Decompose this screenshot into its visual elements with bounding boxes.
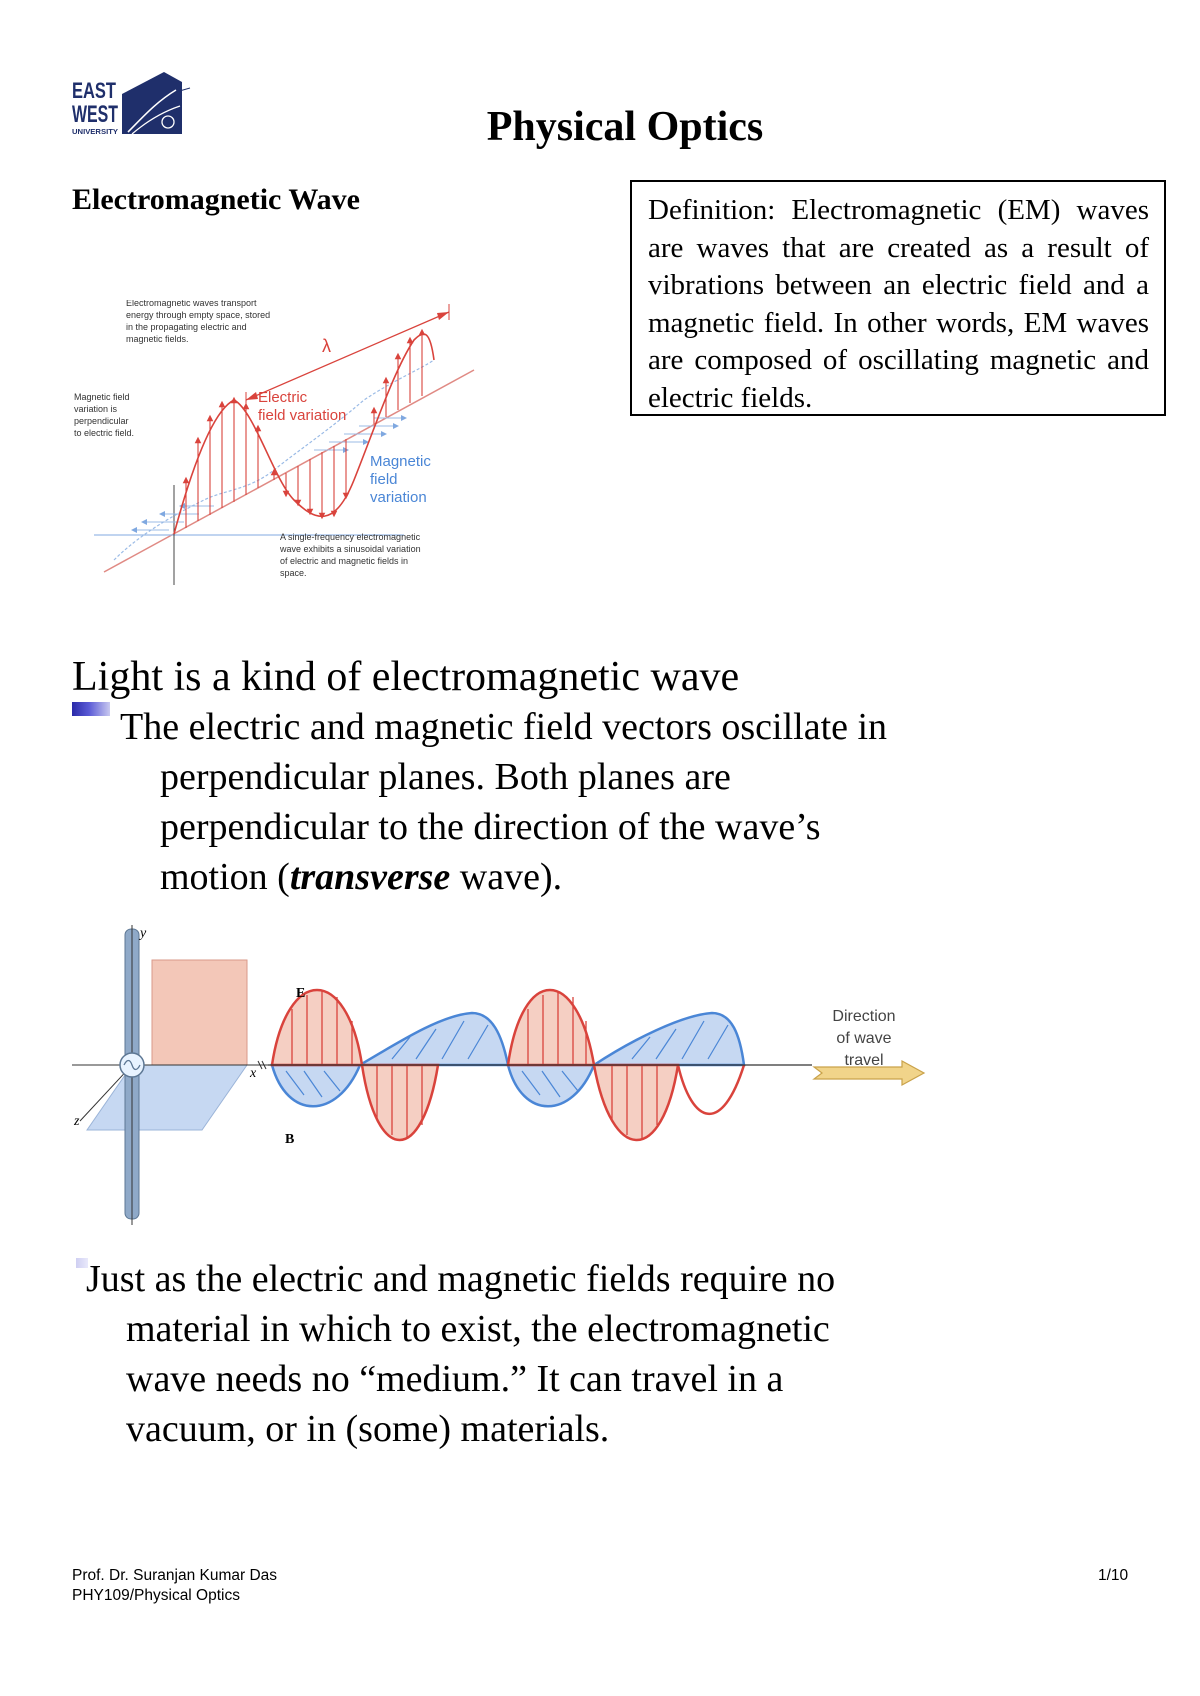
svg-text:variation: variation [370, 489, 427, 506]
svg-text:magnetic fields.: magnetic fields. [126, 334, 189, 344]
axis-x-label: x [250, 1066, 257, 1081]
svg-text:energy through empty space, st: energy through empty space, stored [126, 310, 271, 320]
bullet1-line2: perpendicular planes. Both planes are [160, 756, 731, 798]
bullet1-line3: perpendicular to the direction of the wave’s [160, 806, 821, 848]
bullet-marker [72, 702, 110, 716]
svg-text:field: field [370, 471, 398, 488]
bullet2-line4: vacuum, or in (some) materials. [126, 1408, 610, 1450]
svg-text:variation is: variation is [74, 404, 118, 414]
caption-bottom [279, 532, 421, 578]
light-heading: Light is a kind of electromagnetic wave [72, 654, 740, 700]
axis-z-label: z [74, 1114, 80, 1129]
electric-label [258, 389, 346, 424]
axis-y-label: y [140, 926, 147, 941]
lambda-label: λ [322, 336, 331, 356]
svg-text:of electric and magnetic field: of electric and magnetic fields in [280, 556, 409, 566]
transverse-wave-diagram [72, 925, 952, 1225]
svg-text:in the propagating electric an: in the propagating electric and [126, 322, 247, 332]
svg-text:to electric field.: to electric field. [74, 428, 135, 438]
magnetic-label [370, 453, 431, 506]
caption-top [126, 300, 270, 344]
direction-label [832, 1008, 895, 1069]
footer-course: PHY109/Physical Optics [72, 1587, 240, 1604]
logo-line3: UNIVERSITY [72, 129, 119, 136]
svg-text:A single-frequency electromagn: A single-frequency electromagnetic [280, 532, 421, 542]
svg-text:Magnetic field: Magnetic field [74, 392, 130, 402]
caption-left [74, 392, 134, 438]
svg-text:space.: space. [280, 568, 307, 578]
definition-box: Definition: Electromagnetic (EM) waves are waves that are created as a result of vibrations between an electric field and a magnetic field. In other words, EM waves are composed of oscillating magnetic and electric fields. [630, 180, 1166, 416]
bullet2-line2: material in which to exist, the electromagnetic [126, 1308, 830, 1350]
footer-author: Prof. Dr. Suranjan Kumar Das [72, 1567, 278, 1584]
svg-text:wave exhibits a sinusoidal var: wave exhibits a sinusoidal variation [280, 544, 421, 554]
svg-text:Direction: Direction [832, 1008, 896, 1025]
svg-text:of wave: of wave [836, 1030, 892, 1047]
logo-line1: EAST [72, 78, 117, 103]
em-wave-diagram [74, 300, 484, 590]
bullet1-line1: The electric and magnetic field vectors oscillate in [120, 706, 888, 748]
bullet2-line3: wave needs no “medium.” It can travel in a [126, 1358, 784, 1400]
svg-text:Electromagnetic waves transpor: Electromagnetic waves transport [126, 300, 257, 308]
page-title: Physical Optics [486, 104, 764, 150]
section-heading: Electromagnetic Wave [72, 183, 360, 216]
svg-text:Magnetic: Magnetic [370, 453, 431, 470]
svg-text:field variation: field variation [258, 407, 347, 424]
svg-text:perpendicular: perpendicular [74, 416, 129, 426]
E-label: E [296, 986, 306, 1001]
bullet2-line1: Just as the electric and magnetic fields require no [86, 1258, 836, 1300]
logo-line2: WEST [72, 101, 119, 128]
bullet1-line4: motion (transverse wave). [160, 856, 563, 898]
svg-text:Electric: Electric [258, 389, 308, 406]
bullet-transverse [120, 702, 1020, 902]
bullet-no-medium [86, 1254, 986, 1454]
B-label: B [285, 1132, 295, 1147]
svg-text:travel: travel [844, 1052, 884, 1069]
transverse-emphasis: transverse [289, 856, 451, 898]
footer-page-number: 1/10 [1098, 1567, 1129, 1584]
